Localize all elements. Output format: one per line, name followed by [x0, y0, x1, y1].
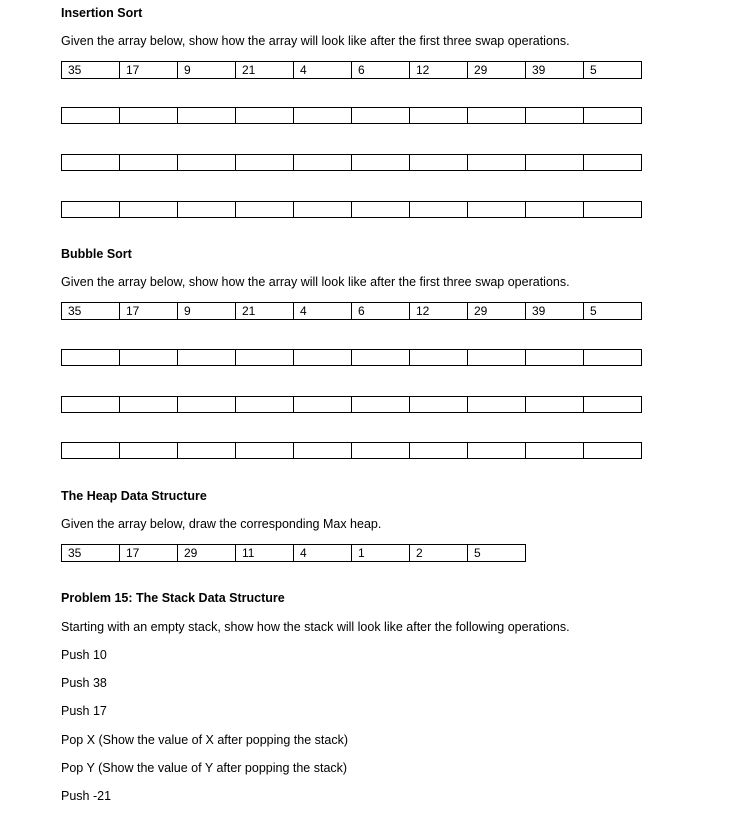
blank-cell[interactable] — [178, 155, 236, 171]
blank-cell[interactable] — [120, 443, 178, 459]
array-cell: 5 — [584, 303, 642, 320]
array-cell: 17 — [120, 62, 178, 79]
blank-cell[interactable] — [120, 202, 178, 218]
blank-cell[interactable] — [120, 397, 178, 413]
array-cell: 39 — [526, 303, 584, 320]
blank-cell[interactable] — [410, 350, 468, 366]
stack-op: Push 10 — [61, 648, 107, 662]
array-cell: 21 — [236, 62, 294, 79]
blank-cell[interactable] — [236, 202, 294, 218]
blank-cell[interactable] — [352, 443, 410, 459]
blank-cell[interactable] — [584, 443, 642, 459]
stack-op: Push 38 — [61, 676, 107, 690]
blank-cell[interactable] — [352, 397, 410, 413]
blank-cell[interactable] — [584, 155, 642, 171]
blank-cell[interactable] — [352, 155, 410, 171]
blank-cell[interactable] — [120, 350, 178, 366]
bubble-answer-row-1[interactable] — [61, 349, 642, 366]
blank-cell[interactable] — [352, 202, 410, 218]
blank-cell[interactable] — [236, 108, 294, 124]
heap-title: The Heap Data Structure — [61, 489, 207, 503]
array-row — [62, 303, 642, 320]
array-cell: 1 — [352, 545, 410, 562]
array-cell: 2 — [410, 545, 468, 562]
array-cell: 4 — [294, 62, 352, 79]
heap-array — [61, 544, 526, 562]
bubble-answer-row-3[interactable] — [61, 442, 642, 459]
blank-cell[interactable] — [62, 108, 120, 124]
array-cell: 5 — [584, 62, 642, 79]
array-cell: 29 — [178, 545, 236, 562]
blank-cell[interactable] — [62, 350, 120, 366]
blank-cell[interactable] — [62, 397, 120, 413]
blank-cell[interactable] — [468, 155, 526, 171]
array-cell: 6 — [352, 303, 410, 320]
blank-cell[interactable] — [410, 443, 468, 459]
blank-cell[interactable] — [236, 443, 294, 459]
array-cell: 35 — [62, 62, 120, 79]
blank-cell[interactable] — [468, 202, 526, 218]
bubble-sort-array — [61, 302, 642, 320]
array-cell: 17 — [120, 303, 178, 320]
array-cell: 29 — [468, 303, 526, 320]
array-cell: 12 — [410, 62, 468, 79]
insertion-answer-row-2[interactable] — [61, 154, 642, 171]
bubble-sort-title: Bubble Sort — [61, 247, 132, 261]
blank-cell[interactable] — [294, 350, 352, 366]
array-cell: 39 — [526, 62, 584, 79]
blank-cell[interactable] — [526, 108, 584, 124]
array-row — [62, 62, 642, 79]
insertion-sort-array — [61, 61, 642, 79]
blank-cell[interactable] — [584, 350, 642, 366]
array-cell: 21 — [236, 303, 294, 320]
array-cell: 4 — [294, 303, 352, 320]
stack-op: Pop X (Show the value of X after popping the stack) — [61, 733, 348, 747]
bubble-sort-instruction: Given the array below, show how the array will look like after the first three swap operations. — [61, 275, 570, 289]
insertion-answer-row-1[interactable] — [61, 107, 642, 124]
bubble-answer-row-2[interactable] — [61, 396, 642, 413]
blank-cell[interactable] — [468, 350, 526, 366]
stack-op: Push -21 — [61, 789, 112, 803]
blank-cell[interactable] — [526, 397, 584, 413]
heap-instruction: Given the array below, draw the corresponding Max heap. — [61, 517, 382, 531]
array-cell: 12 — [410, 303, 468, 320]
array-cell: 4 — [294, 545, 352, 562]
blank-cell[interactable] — [294, 397, 352, 413]
blank-cell[interactable] — [410, 202, 468, 218]
stack-title: Problem 15: The Stack Data Structure — [61, 591, 285, 605]
blank-cell[interactable] — [120, 155, 178, 171]
blank-cell[interactable] — [468, 397, 526, 413]
insertion-sort-title: Insertion Sort — [61, 6, 143, 20]
blank-cell[interactable] — [62, 202, 120, 218]
blank-cell[interactable] — [120, 108, 178, 124]
array-cell: 29 — [468, 62, 526, 79]
blank-cell[interactable] — [352, 350, 410, 366]
blank-cell[interactable] — [410, 155, 468, 171]
blank-cell[interactable] — [294, 443, 352, 459]
blank-cell[interactable] — [294, 155, 352, 171]
array-row — [62, 545, 526, 562]
array-cell: 17 — [120, 545, 178, 562]
insertion-answer-row-3[interactable] — [61, 201, 642, 218]
blank-cell[interactable] — [178, 108, 236, 124]
stack-instruction: Starting with an empty stack, show how the stack will look like after the following operations. — [61, 620, 570, 634]
blank-cell[interactable] — [236, 397, 294, 413]
array-cell: 9 — [178, 303, 236, 320]
blank-cell[interactable] — [584, 397, 642, 413]
blank-cell[interactable] — [178, 443, 236, 459]
blank-cell[interactable] — [410, 108, 468, 124]
insertion-sort-instruction: Given the array below, show how the array will look like after the first three swap operations. — [61, 34, 570, 48]
blank-cell[interactable] — [294, 202, 352, 218]
blank-cell[interactable] — [178, 350, 236, 366]
blank-cell[interactable] — [294, 108, 352, 124]
blank-cell[interactable] — [62, 443, 120, 459]
stack-op: Push 17 — [61, 704, 107, 718]
blank-cell[interactable] — [584, 108, 642, 124]
array-cell: 9 — [178, 62, 236, 79]
stack-op: Pop Y (Show the value of Y after popping the stack) — [61, 761, 348, 775]
blank-cell[interactable] — [178, 397, 236, 413]
blank-cell[interactable] — [236, 155, 294, 171]
blank-cell[interactable] — [526, 202, 584, 218]
array-cell: 35 — [62, 545, 120, 562]
blank-cell[interactable] — [236, 350, 294, 366]
blank-cell[interactable] — [468, 443, 526, 459]
array-cell: 11 — [236, 545, 294, 562]
blank-cell[interactable] — [178, 202, 236, 218]
array-cell: 5 — [468, 545, 526, 562]
blank-cell[interactable] — [62, 155, 120, 171]
blank-cell[interactable] — [410, 397, 468, 413]
array-cell: 35 — [62, 303, 120, 320]
blank-cell[interactable] — [526, 443, 584, 459]
array-cell: 6 — [352, 62, 410, 79]
blank-cell[interactable] — [526, 155, 584, 171]
blank-cell[interactable] — [526, 350, 584, 366]
blank-cell[interactable] — [468, 108, 526, 124]
blank-cell[interactable] — [352, 108, 410, 124]
blank-cell[interactable] — [584, 202, 642, 218]
